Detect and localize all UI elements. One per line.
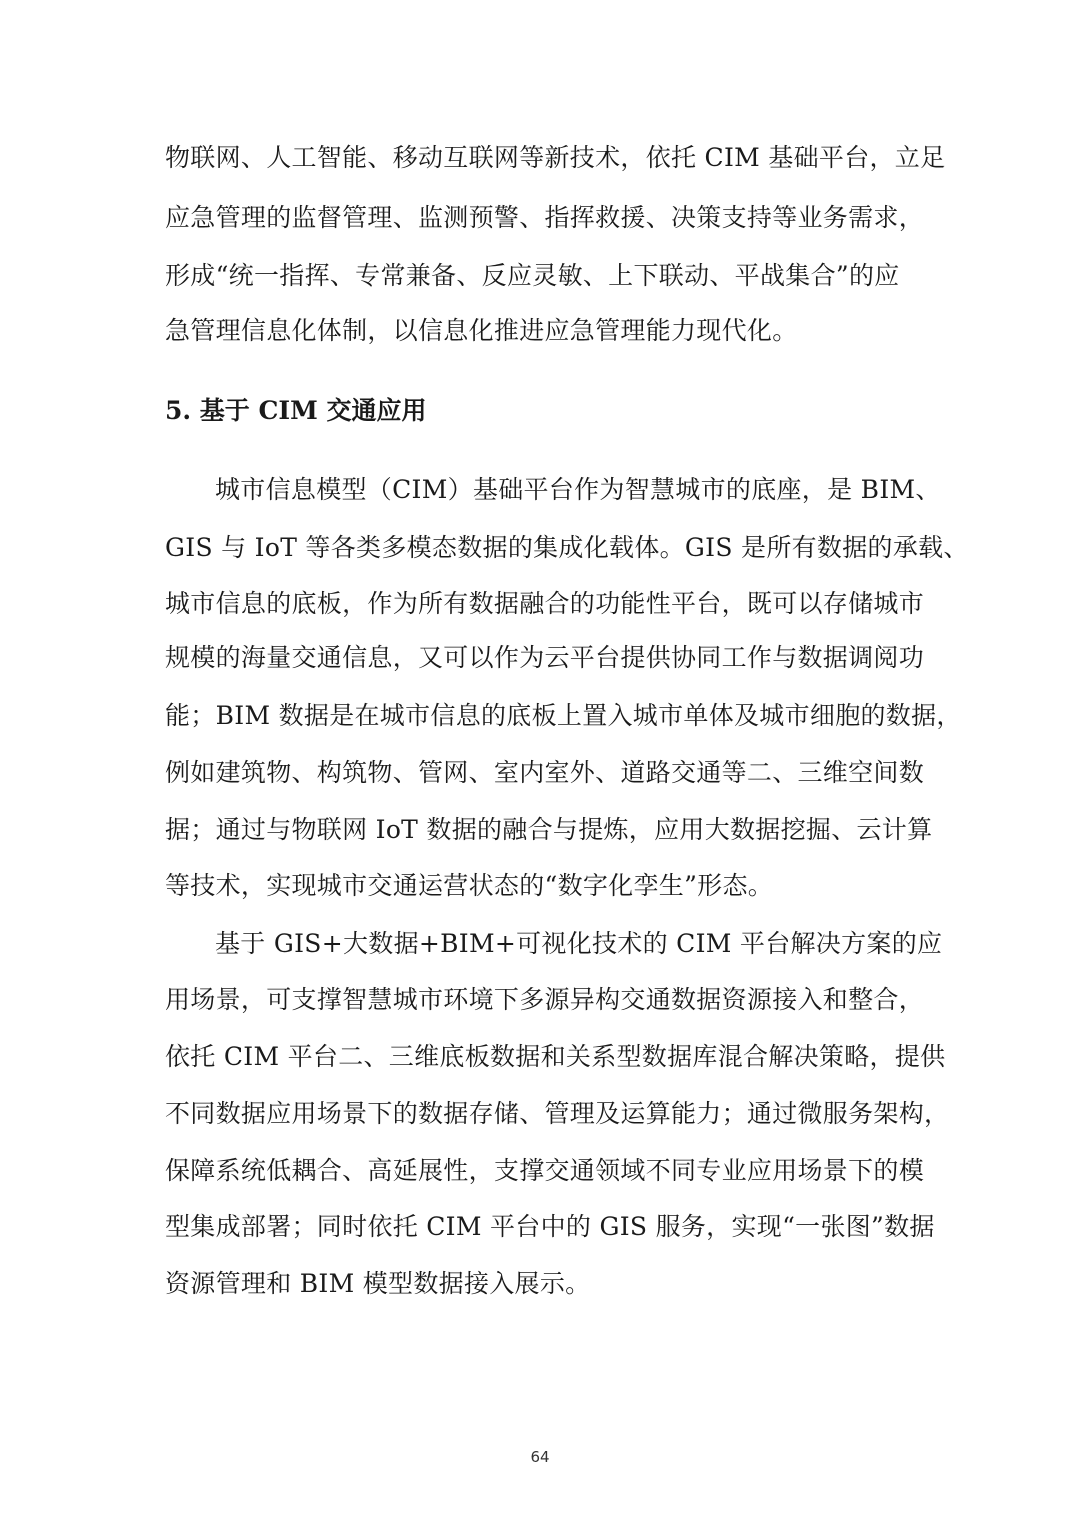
paragraph-3-line-3: 依托 CIM 平台二、三维底板数据和关系型数据库混合解决策略，提供: [165, 1042, 946, 1071]
page-number: 64: [530, 1448, 550, 1466]
paragraph-3-line-6: 型集成部署；同时依托 CIM 平台中的 GIS 服务，实现“一张图”数据: [165, 1212, 935, 1241]
paragraph-2-line-5: 能；BIM 数据是在城市信息的底板上置入城市单体及城市细胞的数据，: [165, 701, 962, 730]
paragraph-2-line-2: GIS 与 IoT 等各类多模态数据的集成化载体。GIS 是所有数据的承载、: [165, 533, 969, 562]
paragraph-2-line-3: 城市信息的底板，作为所有数据融合的功能性平台，既可以存储城市: [165, 589, 925, 618]
paragraph-3-line-4: 不同数据应用场景下的数据存储、管理及运算能力；通过微服务架构，: [165, 1099, 950, 1128]
paragraph-2-line-1: 城市信息模型（CIM）基础平台作为智慧城市的底座，是 BIM、: [215, 475, 941, 504]
paragraph-3-line-1: 基于 GIS+大数据+BIM+可视化技术的 CIM 平台解决方案的应: [215, 929, 943, 958]
paragraph-1-line-4: 急管理信息化体制，以信息化推进应急管理能力现代化。: [165, 316, 798, 345]
paragraph-2-line-7: 据；通过与物联网 IoT 数据的融合与提炼，应用大数据挖掘、云计算: [165, 815, 933, 844]
paragraph-1-line-3: 形成“统一指挥、专常兼备、反应灵敏、上下联动、平战集合”的应: [165, 261, 900, 290]
paragraph-3-line-7: 资源管理和 BIM 模型数据接入展示。: [165, 1269, 591, 1298]
paragraph-3-line-5: 保障系统低耦合、高延展性，支撑交通领域不同专业应用场景下的模: [165, 1156, 925, 1185]
paragraph-2-line-6: 例如建筑物、构筑物、管网、室内室外、道路交通等二、三维空间数: [165, 758, 925, 787]
paragraph-1-line-1: 物联网、人工智能、移动互联网等新技术，依托 CIM 基础平台，立足: [165, 143, 946, 172]
paragraph-1-line-2: 应急管理的监督管理、监测预警、指挥救援、决策支持等业务需求，: [165, 203, 925, 232]
paragraph-3-line-2: 用场景，可支撑智慧城市环境下多源异构交通数据资源接入和整合，: [165, 985, 925, 1014]
paragraph-2-line-4: 规模的海量交通信息，又可以作为云平台提供协同工作与数据调阅功: [165, 643, 925, 672]
section-heading: 5. 基于 CIM 交通应用: [165, 396, 427, 425]
paragraph-2-line-8: 等技术，实现城市交通运营状态的“数字化孪生”形态。: [165, 871, 774, 900]
